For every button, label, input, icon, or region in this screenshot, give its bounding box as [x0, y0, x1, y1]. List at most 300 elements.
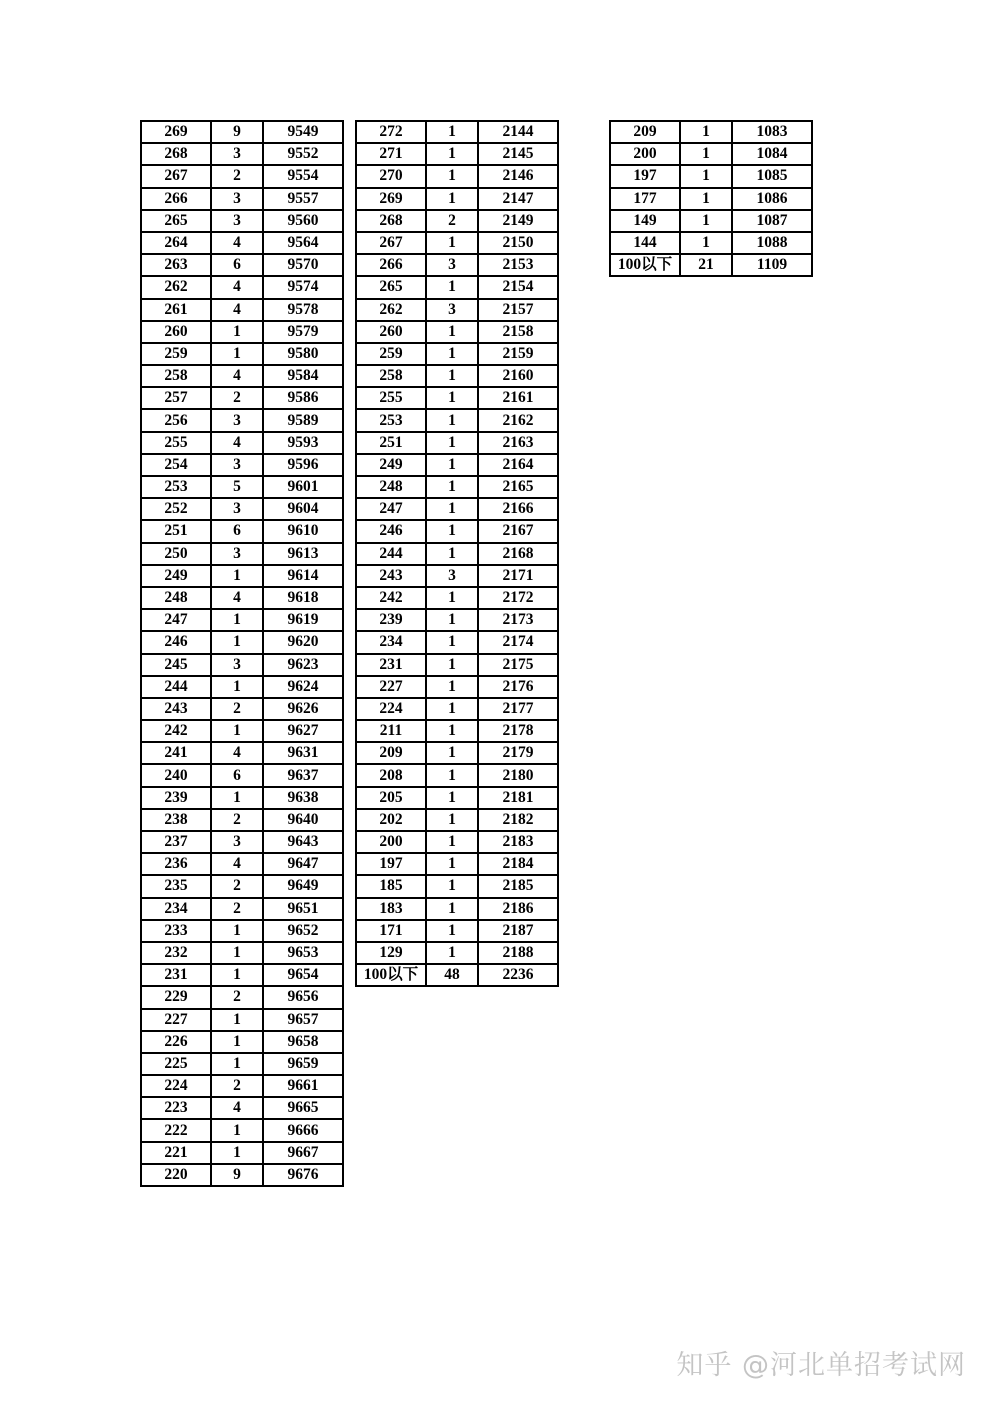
cumulative-cell: 2158: [478, 321, 558, 343]
cumulative-cell: 1083: [732, 121, 812, 143]
count-cell: 1: [426, 676, 478, 698]
count-cell: 1: [211, 787, 263, 809]
table-row: [141, 188, 343, 210]
table-row: [356, 942, 558, 964]
table-row: [356, 365, 558, 387]
count-cell: 1: [211, 565, 263, 587]
score-cell: 224: [356, 698, 426, 720]
cumulative-cell: 9552: [263, 143, 343, 165]
score-cell: 270: [356, 165, 426, 187]
table-row: [356, 276, 558, 298]
table-row: [356, 853, 558, 875]
table-row: [141, 454, 343, 476]
count-cell: 3: [211, 454, 263, 476]
score-cell: 266: [356, 254, 426, 276]
table-row: [141, 276, 343, 298]
cumulative-cell: 9624: [263, 676, 343, 698]
table-row: [141, 654, 343, 676]
table-row: [356, 631, 558, 653]
score-cell: 227: [356, 676, 426, 698]
table-row: [141, 875, 343, 897]
score-cell: 258: [141, 365, 211, 387]
count-cell: 2: [211, 809, 263, 831]
count-cell: 3: [426, 254, 478, 276]
score-cell: 257: [141, 387, 211, 409]
table-row: [610, 232, 812, 254]
score-cell: 272: [356, 121, 426, 143]
cumulative-cell: 9578: [263, 299, 343, 321]
score-cell: 239: [141, 787, 211, 809]
count-cell: 3: [211, 143, 263, 165]
score-cell: 251: [141, 520, 211, 542]
table-row: [141, 631, 343, 653]
count-cell: 1: [211, 1053, 263, 1075]
cumulative-cell: 9593: [263, 432, 343, 454]
score-cell: 243: [141, 698, 211, 720]
table-row: [356, 188, 558, 210]
table-row: [141, 1075, 343, 1097]
cumulative-cell: 9657: [263, 1009, 343, 1031]
table-row: [141, 321, 343, 343]
table-row: [356, 299, 558, 321]
score-cell: 252: [141, 498, 211, 520]
count-cell: 3: [211, 543, 263, 565]
score-cell: 171: [356, 920, 426, 942]
score-cell: 237: [141, 831, 211, 853]
count-cell: 1: [426, 853, 478, 875]
score-cell: 253: [141, 476, 211, 498]
cumulative-cell: 2146: [478, 165, 558, 187]
table-row: [356, 787, 558, 809]
count-cell: 1: [680, 210, 732, 232]
count-cell: 1: [426, 498, 478, 520]
score-cell: 244: [141, 676, 211, 698]
cumulative-cell: 1086: [732, 188, 812, 210]
table-row: [356, 764, 558, 786]
table-body: [356, 121, 558, 986]
score-cell: 265: [356, 276, 426, 298]
score-cell: 208: [356, 764, 426, 786]
cumulative-cell: 9654: [263, 964, 343, 986]
cumulative-cell: 2167: [478, 520, 558, 542]
count-cell: 1: [426, 742, 478, 764]
count-cell: 1: [426, 520, 478, 542]
cumulative-cell: 9614: [263, 565, 343, 587]
count-cell: 2: [211, 698, 263, 720]
cumulative-cell: 2179: [478, 742, 558, 764]
score-cell: 249: [141, 565, 211, 587]
count-cell: 1: [426, 432, 478, 454]
table-row: [356, 964, 558, 986]
score-cell: 268: [356, 210, 426, 232]
count-cell: 1: [426, 543, 478, 565]
table-row: [610, 121, 812, 143]
cumulative-cell: 9604: [263, 498, 343, 520]
table-row: [610, 165, 812, 187]
cumulative-cell: 2157: [478, 299, 558, 321]
count-cell: 1: [426, 764, 478, 786]
cumulative-cell: 2160: [478, 365, 558, 387]
count-cell: 1: [211, 609, 263, 631]
cumulative-cell: 9640: [263, 809, 343, 831]
score-cell: 262: [356, 299, 426, 321]
table-row: [356, 720, 558, 742]
score-cell: 249: [356, 454, 426, 476]
cumulative-cell: 9574: [263, 276, 343, 298]
score-cell: 263: [141, 254, 211, 276]
watermark: 知乎 @河北单招考试网: [676, 1350, 966, 1381]
count-cell: 3: [211, 188, 263, 210]
count-cell: 1: [211, 1031, 263, 1053]
count-cell: 2: [211, 387, 263, 409]
count-cell: 1: [426, 609, 478, 631]
cumulative-cell: 9579: [263, 321, 343, 343]
score-cell: 185: [356, 875, 426, 897]
count-cell: 1: [426, 409, 478, 431]
score-cell: 129: [356, 942, 426, 964]
cumulative-cell: 2177: [478, 698, 558, 720]
table-row: [141, 1009, 343, 1031]
count-cell: 4: [211, 299, 263, 321]
table-row: [141, 387, 343, 409]
count-cell: 1: [426, 343, 478, 365]
table-row: [356, 343, 558, 365]
cumulative-cell: 2144: [478, 121, 558, 143]
table-row: [356, 520, 558, 542]
cumulative-cell: 9560: [263, 210, 343, 232]
count-cell: 1: [680, 165, 732, 187]
score-cell: 253: [356, 409, 426, 431]
table-row: [141, 1142, 343, 1164]
count-cell: 1: [426, 143, 478, 165]
score-cell: 200: [610, 143, 680, 165]
count-cell: 1: [211, 942, 263, 964]
score-table-1: [140, 120, 344, 1187]
cumulative-cell: 2150: [478, 232, 558, 254]
score-cell: 243: [356, 565, 426, 587]
table-row: [356, 409, 558, 431]
cumulative-cell: 9623: [263, 654, 343, 676]
cumulative-cell: 9661: [263, 1075, 343, 1097]
score-cell: 240: [141, 764, 211, 786]
count-cell: 2: [211, 165, 263, 187]
cumulative-cell: 9665: [263, 1097, 343, 1119]
cumulative-cell: 9676: [263, 1164, 343, 1186]
score-cell: 234: [141, 898, 211, 920]
score-cell: 247: [141, 609, 211, 631]
count-cell: 1: [426, 942, 478, 964]
cumulative-cell: 2166: [478, 498, 558, 520]
score-cell: 267: [356, 232, 426, 254]
score-cell: 221: [141, 1142, 211, 1164]
table-row: [141, 165, 343, 187]
score-cell: 197: [610, 165, 680, 187]
table-row: [141, 587, 343, 609]
table-row: [356, 698, 558, 720]
table-row: [356, 432, 558, 454]
cumulative-cell: 9643: [263, 831, 343, 853]
score-cell: 255: [141, 432, 211, 454]
cumulative-cell: 9618: [263, 587, 343, 609]
table-row: [141, 787, 343, 809]
count-cell: 4: [211, 587, 263, 609]
cumulative-cell: 9659: [263, 1053, 343, 1075]
table-row: [141, 676, 343, 698]
table-row: [141, 254, 343, 276]
cumulative-cell: 9554: [263, 165, 343, 187]
cumulative-cell: 9651: [263, 898, 343, 920]
cumulative-cell: 9631: [263, 742, 343, 764]
table-row: [356, 321, 558, 343]
cumulative-cell: 2149: [478, 210, 558, 232]
score-cell: 260: [141, 321, 211, 343]
cumulative-cell: 9638: [263, 787, 343, 809]
count-cell: 1: [426, 188, 478, 210]
count-cell: 1: [211, 920, 263, 942]
count-cell: 4: [211, 276, 263, 298]
score-cell: 255: [356, 387, 426, 409]
cumulative-cell: 2184: [478, 853, 558, 875]
score-cell: 229: [141, 986, 211, 1008]
score-cell: 209: [356, 742, 426, 764]
score-cell: 177: [610, 188, 680, 210]
table-row: [141, 720, 343, 742]
cumulative-cell: 2164: [478, 454, 558, 476]
count-cell: 1: [680, 121, 732, 143]
table-row: [356, 543, 558, 565]
cumulative-cell: 2153: [478, 254, 558, 276]
count-cell: 9: [211, 1164, 263, 1186]
table-row: [356, 676, 558, 698]
cumulative-cell: 9656: [263, 986, 343, 1008]
score-cell: 239: [356, 609, 426, 631]
cumulative-cell: 9564: [263, 232, 343, 254]
cumulative-cell: 2162: [478, 409, 558, 431]
count-cell: 3: [426, 565, 478, 587]
cumulative-cell: 2185: [478, 875, 558, 897]
table-row: [141, 299, 343, 321]
cumulative-cell: 1084: [732, 143, 812, 165]
table-row: [141, 520, 343, 542]
score-cell: 232: [141, 942, 211, 964]
cumulative-cell: 2236: [478, 964, 558, 986]
table-row: [610, 188, 812, 210]
cumulative-cell: 9580: [263, 343, 343, 365]
table-row: [356, 476, 558, 498]
count-cell: 1: [426, 787, 478, 809]
table-row: [356, 609, 558, 631]
count-cell: 4: [211, 232, 263, 254]
cumulative-cell: 9549: [263, 121, 343, 143]
cumulative-cell: 2182: [478, 809, 558, 831]
table-row: [141, 1097, 343, 1119]
score-cell: 247: [356, 498, 426, 520]
table-row: [141, 476, 343, 498]
count-cell: 1: [426, 276, 478, 298]
cumulative-cell: 2147: [478, 188, 558, 210]
table-row: [356, 498, 558, 520]
count-cell: 3: [211, 831, 263, 853]
score-cell: 245: [141, 654, 211, 676]
table-row: [356, 387, 558, 409]
score-cell: 211: [356, 720, 426, 742]
score-cell: 202: [356, 809, 426, 831]
score-cell: 222: [141, 1119, 211, 1141]
count-cell: 4: [211, 365, 263, 387]
score-cell: 234: [356, 631, 426, 653]
count-cell: 6: [211, 254, 263, 276]
cumulative-cell: 9584: [263, 365, 343, 387]
count-cell: 2: [426, 210, 478, 232]
count-cell: 48: [426, 964, 478, 986]
score-cell: 231: [141, 964, 211, 986]
cumulative-cell: 2174: [478, 631, 558, 653]
table-row: [141, 831, 343, 853]
count-cell: 3: [426, 299, 478, 321]
count-cell: 5: [211, 476, 263, 498]
count-cell: 1: [426, 365, 478, 387]
count-cell: 1: [426, 476, 478, 498]
score-cell: 233: [141, 920, 211, 942]
cumulative-cell: 2186: [478, 898, 558, 920]
score-cell: 265: [141, 210, 211, 232]
count-cell: 1: [426, 454, 478, 476]
score-cell: 241: [141, 742, 211, 764]
score-cell: 242: [141, 720, 211, 742]
count-cell: 1: [426, 920, 478, 942]
score-cell: 238: [141, 809, 211, 831]
score-cell: 248: [356, 476, 426, 498]
cumulative-cell: 9666: [263, 1119, 343, 1141]
table-row: [356, 121, 558, 143]
cumulative-cell: 2171: [478, 565, 558, 587]
score-cell: 244: [356, 543, 426, 565]
cumulative-cell: 9637: [263, 764, 343, 786]
cumulative-cell: 1109: [732, 254, 812, 276]
cumulative-cell: 2180: [478, 764, 558, 786]
table-row: [356, 898, 558, 920]
table-row: [610, 254, 812, 276]
score-cell: 268: [141, 143, 211, 165]
count-cell: 3: [211, 409, 263, 431]
score-cell: 205: [356, 787, 426, 809]
table-row: [141, 121, 343, 143]
count-cell: 3: [211, 498, 263, 520]
table-row: [356, 143, 558, 165]
table-row: [141, 764, 343, 786]
score-cell: 242: [356, 587, 426, 609]
score-cell: 225: [141, 1053, 211, 1075]
count-cell: 1: [680, 143, 732, 165]
table-row: [141, 543, 343, 565]
score-cell: 248: [141, 587, 211, 609]
count-cell: 1: [426, 698, 478, 720]
table-row: [141, 1053, 343, 1075]
table-row: [141, 698, 343, 720]
cumulative-cell: 9619: [263, 609, 343, 631]
table-row: [356, 654, 558, 676]
cumulative-cell: 2161: [478, 387, 558, 409]
count-cell: 4: [211, 742, 263, 764]
cumulative-cell: 2163: [478, 432, 558, 454]
cumulative-cell: 9667: [263, 1142, 343, 1164]
table-row: [141, 565, 343, 587]
table-row: [356, 875, 558, 897]
score-cell: 271: [356, 143, 426, 165]
count-cell: 1: [211, 964, 263, 986]
table-row: [141, 986, 343, 1008]
count-cell: 1: [426, 720, 478, 742]
score-cell: 227: [141, 1009, 211, 1031]
score-cell: 236: [141, 853, 211, 875]
score-cell: 246: [141, 631, 211, 653]
table-row: [141, 1164, 343, 1186]
cumulative-cell: 9570: [263, 254, 343, 276]
count-cell: 1: [211, 720, 263, 742]
count-cell: 1: [211, 1009, 263, 1031]
table-row: [356, 232, 558, 254]
count-cell: 1: [426, 654, 478, 676]
score-cell: 266: [141, 188, 211, 210]
count-cell: 4: [211, 1097, 263, 1119]
table-row: [141, 343, 343, 365]
count-cell: 1: [426, 809, 478, 831]
table-row: [141, 742, 343, 764]
score-cell: 144: [610, 232, 680, 254]
table-row: [610, 143, 812, 165]
count-cell: 9: [211, 121, 263, 143]
count-cell: 2: [211, 1075, 263, 1097]
score-cell: 223: [141, 1097, 211, 1119]
score-table-2: [355, 120, 559, 987]
score-cell: 231: [356, 654, 426, 676]
score-cell: 226: [141, 1031, 211, 1053]
cumulative-cell: 2159: [478, 343, 558, 365]
table-body: [141, 121, 343, 1186]
table-row: [141, 964, 343, 986]
cumulative-cell: 2183: [478, 831, 558, 853]
table-row: [356, 210, 558, 232]
score-cell: 100以下: [356, 964, 426, 986]
count-cell: 3: [211, 654, 263, 676]
cumulative-cell: 2176: [478, 676, 558, 698]
count-cell: 1: [426, 875, 478, 897]
score-cell: 220: [141, 1164, 211, 1186]
score-cell: 259: [141, 343, 211, 365]
score-cell: 264: [141, 232, 211, 254]
table-row: [141, 498, 343, 520]
score-cell: 246: [356, 520, 426, 542]
table-row: [141, 232, 343, 254]
table-row: [356, 454, 558, 476]
table-row: [141, 1119, 343, 1141]
cumulative-cell: 1085: [732, 165, 812, 187]
cumulative-cell: 9557: [263, 188, 343, 210]
score-cell: 209: [610, 121, 680, 143]
table-row: [356, 920, 558, 942]
table-row: [141, 143, 343, 165]
score-cell: 269: [141, 121, 211, 143]
count-cell: 1: [426, 898, 478, 920]
cumulative-cell: 9658: [263, 1031, 343, 1053]
cumulative-cell: 9601: [263, 476, 343, 498]
cumulative-cell: 2145: [478, 143, 558, 165]
table-row: [141, 1031, 343, 1053]
cumulative-cell: 2172: [478, 587, 558, 609]
cumulative-cell: 9613: [263, 543, 343, 565]
count-cell: 4: [211, 853, 263, 875]
table-row: [356, 254, 558, 276]
